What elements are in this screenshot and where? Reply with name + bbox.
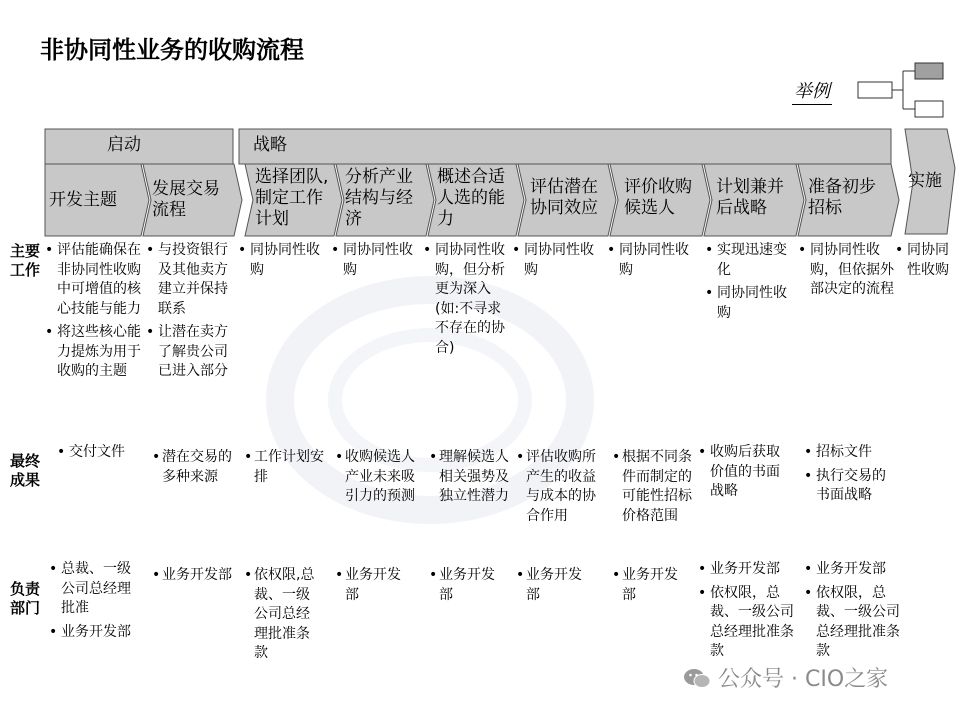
departments-col-7 xyxy=(612,566,688,609)
departments-col-4 xyxy=(335,566,411,609)
step-label-3: 选择团队, 制定工作 计划 xyxy=(255,167,329,229)
departments-col-6 xyxy=(516,566,592,609)
row-label-outcomes: 最终 成果 xyxy=(10,452,41,489)
department-item: • 依权限,总裁、一级公司总经理批准条款 xyxy=(244,566,320,664)
main-work-item: • 同协同性收购 xyxy=(512,241,600,280)
main-work-item: • 同协同性收购 xyxy=(705,284,787,323)
main-work-item: • 同协同性收购 xyxy=(895,241,959,280)
department-item: • 业务开发部 xyxy=(335,566,411,605)
main-work-item: • 评估能确保在非协同性收购中可增值的核心技能与能力 xyxy=(45,241,141,319)
wechat-icon xyxy=(682,666,712,690)
outcome-item: • 交付文件 xyxy=(57,443,141,463)
main-work-col-5 xyxy=(423,241,505,362)
page-title: 非协同性业务的收购流程 xyxy=(40,36,304,64)
row-label-departments: 负责 部门 xyxy=(10,580,41,617)
main-work-col-10 xyxy=(895,241,959,284)
outcomes-col-4 xyxy=(335,448,419,511)
main-work-col-2 xyxy=(146,241,232,386)
main-work-item: • 与投资银行及其他卖方建立并保持联系 xyxy=(146,241,232,319)
step-label-6: 评估潜在 协同效应 xyxy=(530,177,598,218)
outcomes-col-9 xyxy=(804,443,896,510)
outcome-item: • 理解候选人相关强势及独立性潜力 xyxy=(429,448,511,507)
department-item: • 业务开发部 xyxy=(612,566,688,605)
legend-label: 举例 xyxy=(792,80,832,105)
row-label-main-work: 主要 工作 xyxy=(10,242,41,279)
phase-label-qidong: 启动 xyxy=(107,135,141,155)
step-label-8: 计划兼并 后战略 xyxy=(716,177,784,218)
departments-col-2 xyxy=(152,566,234,590)
outcomes-col-7 xyxy=(612,448,698,530)
step-label-9: 准备初步 招标 xyxy=(808,177,876,218)
main-work-item: • 实现迅速变化 xyxy=(705,241,787,280)
step-label-4: 分析产业 结构与经 济 xyxy=(345,167,413,229)
department-item: • 业务开发部 xyxy=(152,566,234,586)
outcome-item: • 收购后获取价值的书面战略 xyxy=(698,443,786,502)
main-work-col-3 xyxy=(238,241,326,284)
department-item: • 依权限，总裁、一级公司总经理批准条款 xyxy=(804,584,900,662)
watermark xyxy=(682,662,888,693)
watermark-text: 公众号 · CIO之家 xyxy=(718,667,889,692)
main-work-col-1 xyxy=(45,241,141,386)
step-label-1: 开发主题 xyxy=(49,190,117,210)
department-item: • 依权限，总裁、一级公司总经理批准条款 xyxy=(698,584,794,662)
step-label-7: 评价收购 候选人 xyxy=(624,177,692,218)
outcome-item: • 收购候选人产业未来吸引力的预测 xyxy=(335,448,419,507)
main-work-item: • 同协同性收购 xyxy=(331,241,419,280)
outcome-item: • 潜在交易的多种来源 xyxy=(152,448,232,487)
outcomes-col-6 xyxy=(516,448,602,530)
department-item: • 业务开发部 xyxy=(804,560,900,580)
departments-col-5 xyxy=(429,566,505,609)
outcome-item: • 评估收购所产生的收益与成本的协合作用 xyxy=(516,448,602,526)
main-work-item: • 将这些核心能力提炼为用于收购的主题 xyxy=(45,323,141,382)
step-label-5: 概述合适 人选的能 力 xyxy=(437,167,505,229)
departments-col-9 xyxy=(804,560,900,666)
department-item: • 业务开发部 xyxy=(516,566,592,605)
phase-label-zhanlue: 战略 xyxy=(253,135,287,155)
department-item: • 业务开发部 xyxy=(429,566,505,605)
main-work-item: • 让潜在卖方了解贵公司已进入部分 xyxy=(146,323,232,382)
main-work-col-8 xyxy=(705,241,787,327)
outcome-item: • 执行交易的书面战略 xyxy=(804,467,896,506)
departments-col-1 xyxy=(49,560,143,646)
department-item: • 总裁、一级公司总经理批准 xyxy=(49,560,143,619)
outcomes-col-2 xyxy=(152,448,232,491)
main-work-col-6 xyxy=(512,241,600,284)
main-work-item: • 同协同性收购，但分析更为深入(如:不寻求不存在的协合) xyxy=(423,241,505,358)
main-work-col-7 xyxy=(607,241,695,284)
main-work-col-4 xyxy=(331,241,419,284)
outcome-item: • 招标文件 xyxy=(804,443,896,463)
departments-col-3 xyxy=(244,566,320,668)
outcome-item: • 根据不同条件而制定的可能性招标价格范围 xyxy=(612,448,698,526)
outcomes-col-1 xyxy=(57,443,141,467)
department-item: • 业务开发部 xyxy=(698,560,794,580)
main-work-item: • 同协同性收购 xyxy=(238,241,326,280)
outcomes-col-8 xyxy=(698,443,786,506)
step-label-2: 发展交易 流程 xyxy=(152,179,220,220)
outcomes-col-5 xyxy=(429,448,511,511)
main-work-col-9 xyxy=(798,241,894,304)
phase-label-shishi: 实施 xyxy=(908,171,942,191)
phase-bar-zhanlue xyxy=(239,129,891,164)
main-work-item: • 同协同性收购，但依据外部决定的流程 xyxy=(798,241,894,300)
departments-col-8 xyxy=(698,560,794,666)
department-item: • 业务开发部 xyxy=(49,623,143,643)
main-work-item: • 同协同性收购 xyxy=(607,241,695,280)
outcomes-col-3 xyxy=(244,448,324,491)
outcome-item: • 工作计划安排 xyxy=(244,448,324,487)
